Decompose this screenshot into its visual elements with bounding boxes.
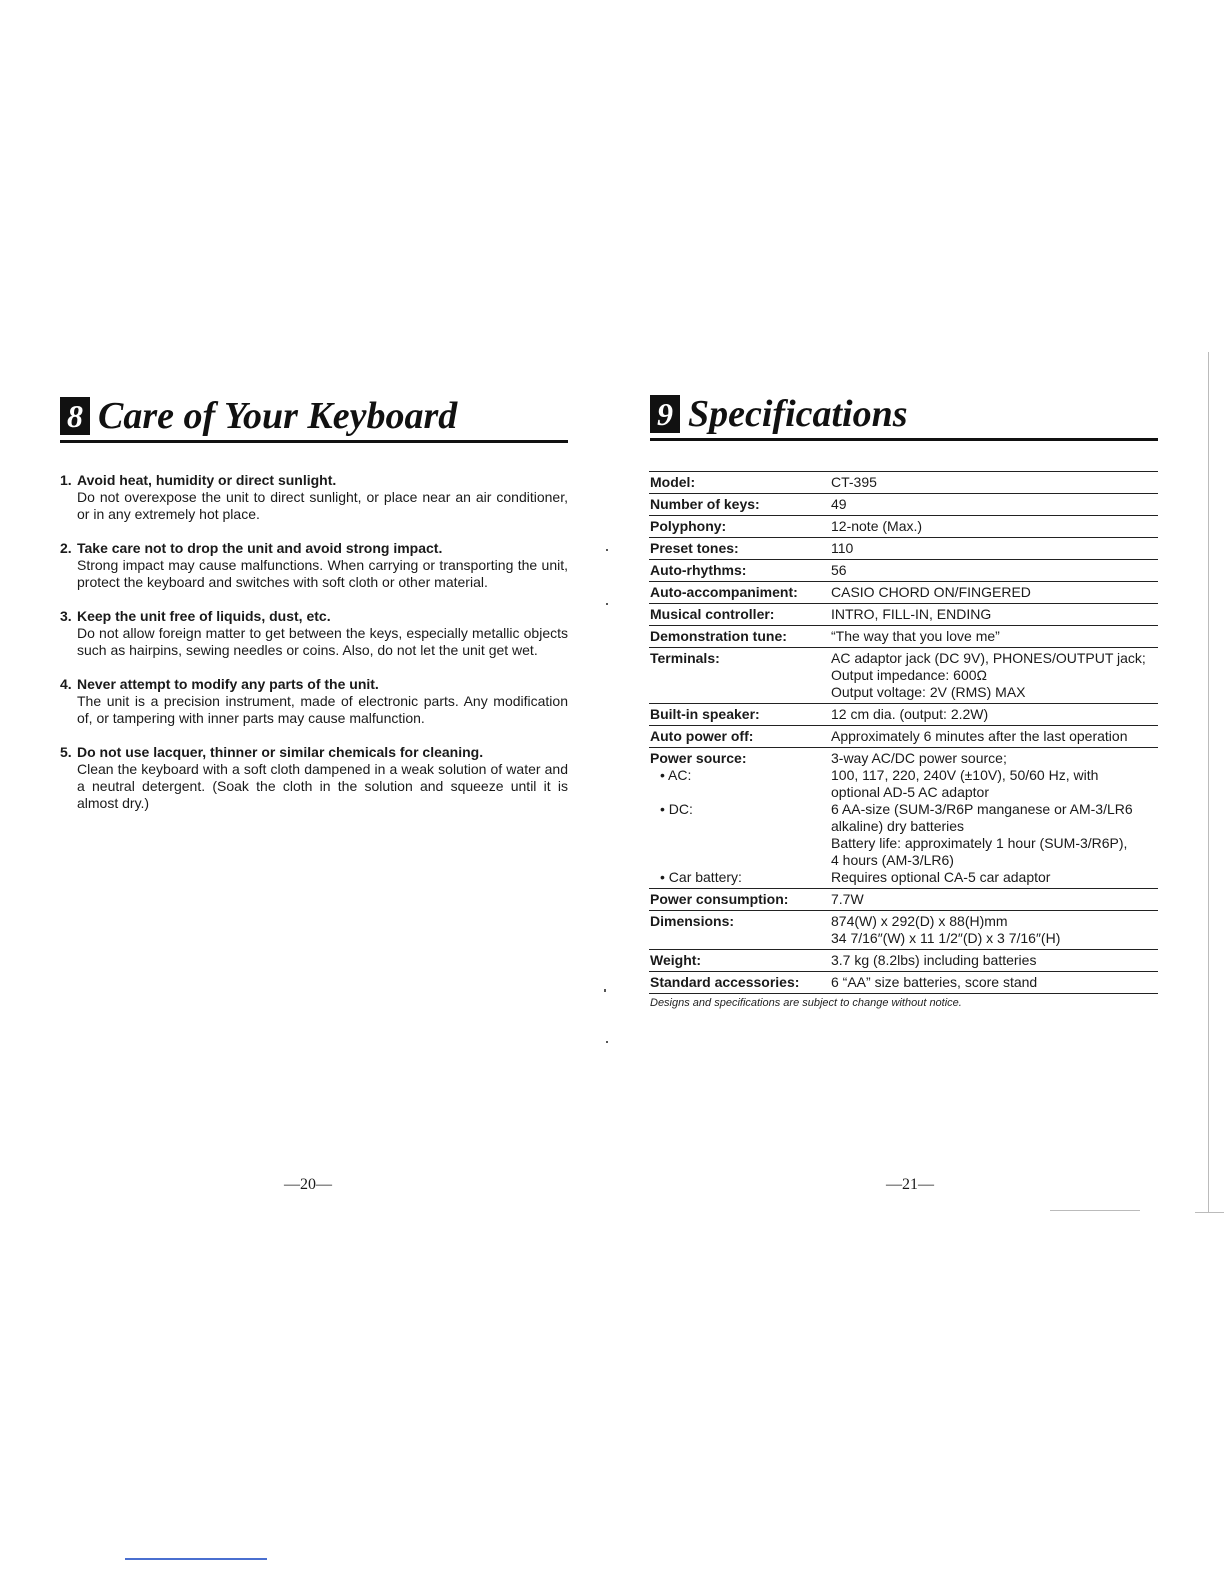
care-list xyxy=(60,472,568,829)
spec-row-terminals: Terminals: AC adaptor jack (DC 9V), PHONES/OUTPUT jack; Output impedance: 600Ω Output voltage: 2V (RMS) MAX xyxy=(649,648,1158,704)
section-number-badge: 8 xyxy=(60,397,90,435)
care-item: 2. Take care not to drop the unit and avoid strong impact. Strong impact may cause malfunctions. When carrying or transporting the unit, protect the keyboard and switches with soft cloth or other material. xyxy=(60,540,568,590)
spec-section-title: Specifications xyxy=(688,393,908,435)
page-edge-line xyxy=(1195,1212,1224,1213)
care-item-body: Do not allow foreign matter to get between the keys, especially metallic objects such as hairpins, sewing needles or coins. Also, do not let the unit get wet. xyxy=(77,625,568,658)
care-item-body: Strong impact may cause malfunctions. When carrying or transporting the unit, protect the keyboard and switches with soft cloth or other material. xyxy=(77,557,568,590)
spec-disclaimer: Designs and specifications are subject to change without notice. xyxy=(650,997,962,1009)
care-item: 3. Keep the unit free of liquids, dust, etc. Do not allow foreign matter to get between the keys, especially metallic objects such as hairpins, sewing needles or coins. Also, do not let the unit get wet. xyxy=(60,608,568,658)
scan-border-line xyxy=(125,1558,267,1560)
scan-speck xyxy=(606,549,608,551)
spec-row-accompaniment: Auto-accompaniment: CASIO CHORD ON/FINGERED xyxy=(649,582,1158,604)
care-item-heading: Do not use lacquer, thinner or similar chemicals for cleaning. xyxy=(77,744,484,760)
spec-row-consumption: Power consumption: 7.7W xyxy=(649,889,1158,911)
spec-row-keys: Number of keys: 49 xyxy=(649,494,1158,516)
scan-speck xyxy=(604,989,606,992)
spec-row-model: Model: CT-395 xyxy=(649,472,1158,494)
spec-row-weight: Weight: 3.7 kg (8.2lbs) including batteries xyxy=(649,950,1158,972)
care-item-heading: Avoid heat, humidity or direct sunlight. xyxy=(77,472,337,488)
scan-speck xyxy=(606,603,608,605)
care-item-body: The unit is a precision instrument, made of electronic parts. Any modification of, or tampering with inner parts may cause malfunction. xyxy=(77,693,568,726)
care-item: 4. Never attempt to modify any parts of the unit. The unit is a precision instrument, made of electronic parts. Any modification of, or tampering with inner parts may cause malfunction. xyxy=(60,676,568,726)
care-item-heading: Keep the unit free of liquids, dust, etc. xyxy=(77,608,331,624)
spec-row-auto-off: Auto power off: Approximately 6 minutes after the last operation xyxy=(649,726,1158,748)
page-edge-line xyxy=(1050,1210,1140,1211)
care-section-title: Care of Your Keyboard xyxy=(98,395,458,437)
care-item-body: Do not overexpose the unit to direct sunlight, or place near an air conditioner, or in any extremely hot place. xyxy=(77,489,568,522)
spec-row-power: Power source: • AC: • DC: • Car battery: 3-way AC/DC power source; 100, 117, 220, 240V (±10V), 50/60 Hz, with optional AD-5 AC adaptor 6 AA-size (SUM-3/R6P manganese or AM-3/LR6 alkaline) dry batteries Battery life: approximately 1 hour (SUM-3/R6P), 4 hours (AM-3/LR6) Requires optional CA-5 car adaptor xyxy=(649,748,1158,889)
spec-row-rhythms: Auto-rhythms: 56 xyxy=(649,560,1158,582)
care-item: 1. Avoid heat, humidity or direct sunlight. Do not overexpose the unit to direct sunlight, or place near an air conditioner, or in any extremely hot place. xyxy=(60,472,568,522)
spec-row-dimensions: Dimensions: 874(W) x 292(D) x 88(H)mm 34 7/16″(W) x 11 1/2″(D) x 3 7/16″(H) xyxy=(649,911,1158,950)
care-item-heading: Take care not to drop the unit and avoid strong impact. xyxy=(77,540,443,556)
page-number-right: —21— xyxy=(886,1176,934,1193)
care-item-body: Clean the keyboard with a soft cloth dampened in a weak solution of water and a neutral detergent. (Soak the cloth in the solution and squeeze until it is almost dry.) xyxy=(77,761,568,811)
spec-row-demo: Demonstration tune: “The way that you love me” xyxy=(649,626,1158,648)
spec-row-tones: Preset tones: 110 xyxy=(649,538,1158,560)
spec-row-polyphony: Polyphony: 12-note (Max.) xyxy=(649,516,1158,538)
spec-row-controller: Musical controller: INTRO, FILL-IN, ENDING xyxy=(649,604,1158,626)
spec-row-accessories: Standard accessories: 6 “AA” size batteries, score stand xyxy=(649,972,1158,994)
header-rule xyxy=(650,438,1158,441)
care-item: 5. Do not use lacquer, thinner or similar chemicals for cleaning. Clean the keyboard with a soft cloth dampened in a weak solution of water and a neutral detergent. (Soak the cloth in the solution and squeeze until it is almost dry.) xyxy=(60,744,568,811)
spec-table xyxy=(649,471,1158,994)
spec-row-speaker: Built-in speaker: 12 cm dia. (output: 2.2W) xyxy=(649,704,1158,726)
care-item-heading: Never attempt to modify any parts of the unit. xyxy=(77,676,379,692)
page-edge-line xyxy=(1208,352,1209,1212)
header-rule xyxy=(60,440,568,443)
spec-section-header xyxy=(650,391,1158,441)
care-section-header xyxy=(60,393,568,443)
page-number-left: —20— xyxy=(284,1176,332,1193)
scan-speck xyxy=(606,1041,608,1043)
section-number-badge: 9 xyxy=(650,395,680,433)
